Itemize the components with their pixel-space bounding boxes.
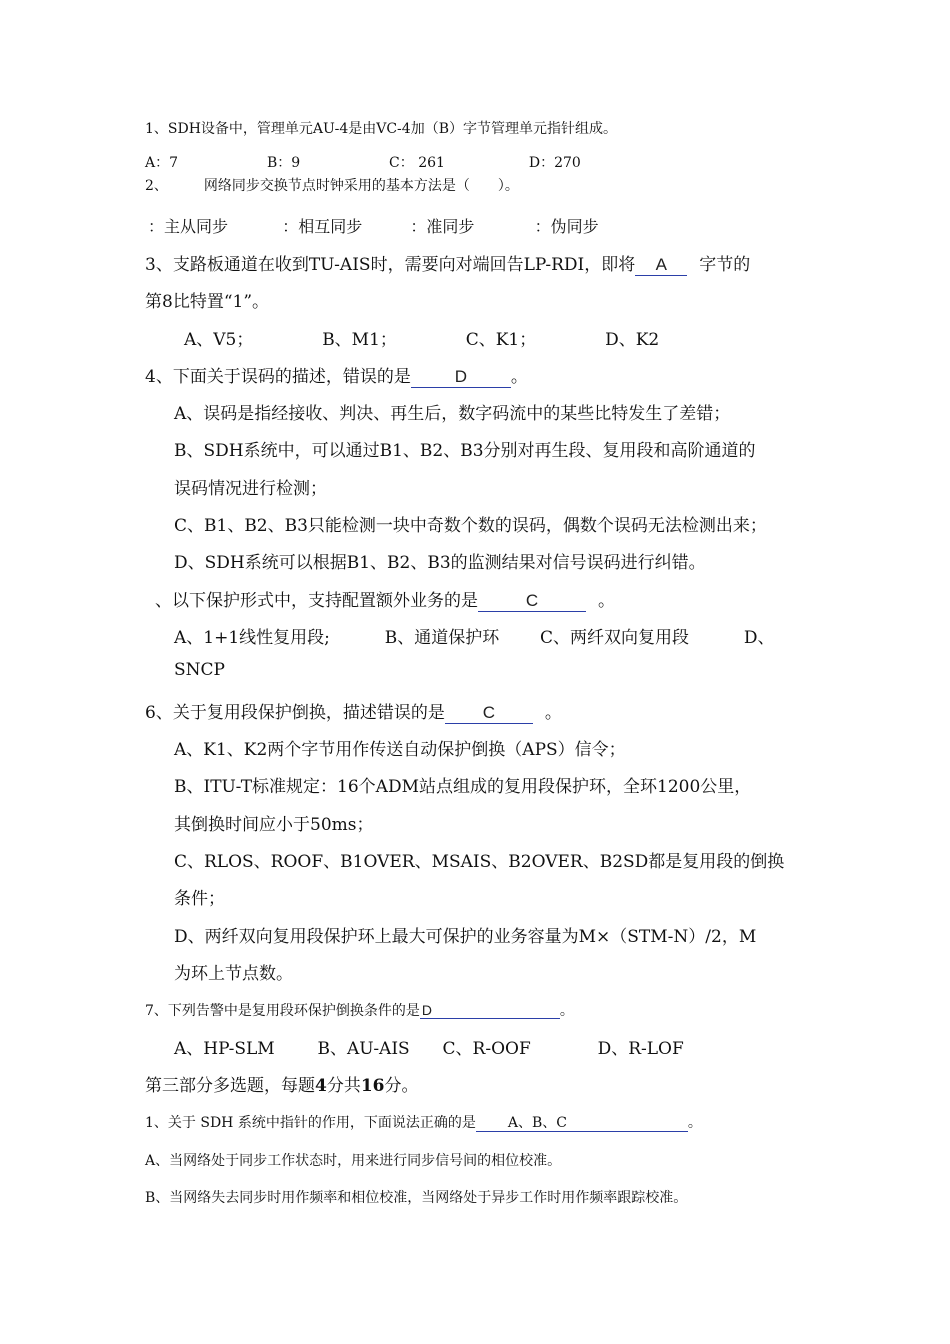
q4-option-c: C、B1、B2、B3只能检测一块中奇数个数的误码，偶数个误码无法检测出来； [174,516,767,536]
q3-stem: 3、支路板通道在收到TU-AIS时，需要向对端回告LP-RDI，即将 [145,255,636,275]
q6-option-b: B、ITU-T标准规定：16个ADM站点组成的复用段保护环，全环1200公里， [174,777,752,797]
section-3-suffix: 分。 [384,1076,419,1096]
m1-stem: 1、关于 SDH 系统中指针的作用，下面说法正确的是 [145,1115,476,1131]
q2-stem: 网络同步交换节点时钟采用的基本方法是（ ）。 [203,178,519,194]
section-3-mid: 分共 [326,1076,361,1096]
m1-stem-end: 。 [687,1115,702,1131]
q3-option-c: C、K1； [465,330,537,350]
q1-option-b: B：9 [266,155,301,171]
q3-option-d: D、K2 [605,330,660,350]
multi-question-1-text [145,1112,702,1132]
q7-answer-blank: D [420,1003,560,1019]
q5-option-d: D、 [743,628,775,648]
question-1-text: 1、SDH设备中，管理单元AU-4是由VC-4加（B）字节管理单元指针组成。 [145,121,617,137]
question-3-text [145,250,750,276]
q7-option-b: B、AU-AIS [317,1039,410,1059]
q1-option-d: D：270 [528,155,581,171]
question-6-text [145,698,562,724]
q4-option-b-cont: 误码情况进行检测； [174,479,327,499]
q7-stem: 7、下列告警中是复用段环保护倒换条件的是 [145,1003,420,1019]
q6-option-d-cont: 为环上节点数。 [174,964,293,984]
q4-option-b: B、SDH系统中，可以通过B1、B2、B3分别对再生段、复用段和高阶通道的 [174,441,756,461]
q6-option-c-cont: 条件； [174,889,225,909]
question-3-options [184,325,659,350]
q1-option-c: C： 261 [389,155,445,171]
q2-option-c: ：准同步 [410,217,475,236]
question-2-text [145,175,519,195]
question-5-text [155,586,615,612]
q2-option-a: ：主从同步 [148,217,229,236]
q5-stem: 、以下保护形式中，支持配置额外业务的是 [155,591,478,611]
m1-option-b: B、当网络失去同步时用作频率和相位校准，当网络处于异步工作时用作频率跟踪校准。 [145,1190,688,1206]
q6-option-c: C、RLOS、ROOF、B1OVER、MSAIS、B2OVER、B2SD都是复用段的倒换 [174,852,785,872]
m1-option-a: A、当网络处于同步工作状态时，用来进行同步信号间的相位校准。 [145,1153,562,1169]
q6-option-d: D、两纤双向复用段保护环上最大可保护的业务容量为M×（STM-N）/2，M [174,927,757,947]
q4-answer-blank: D [411,368,511,388]
q7-option-c: C、R-OOF [442,1039,531,1059]
q3-answer-blank: A [635,256,687,276]
question-7-text [145,1000,574,1020]
section-3-points-each: 4 [315,1076,327,1096]
q2-option-d: ：伪同步 [534,217,599,236]
q6-answer-blank: C [445,704,533,724]
question-5-options [174,623,774,648]
q6-stem: 6、关于复用段保护倒换，描述错误的是 [145,703,445,723]
q3-option-a: A、V5； [184,330,254,350]
q3-stem-end: 字节的 [699,255,751,275]
question-4-text [145,362,528,388]
q2-number: 2、 [145,178,168,194]
section-3-points-total: 16 [360,1076,385,1096]
m1-answer-blank [476,1116,688,1132]
section-3-prefix: 第三部分多选题，每题 [145,1076,315,1096]
q6-stem-end: 。 [544,703,562,723]
question-2-options [148,214,599,237]
q2-option-b: ：相互同步 [282,217,363,236]
q6-option-a: A、K1、K2两个字节用作传送自动保护倒换（APS）信令； [174,740,626,760]
q4-option-d: D、SDH系统可以根据B1、B2、B3的监测结果对信号误码进行纠错。 [174,553,706,573]
question-7-options [174,1034,684,1059]
question-3-line2: 第8比特置“1”。 [145,292,270,312]
q4-stem: 4、下面关于误码的描述，错误的是 [145,367,411,387]
section-3-heading [145,1071,419,1096]
q6-option-b-cont: 其倒换时间应小于50ms； [174,815,374,835]
q5-option-b: B、通道保护环 [384,628,500,648]
q1-option-a: A：7 [145,155,179,171]
q7-option-a: A、HP-SLM [174,1039,275,1059]
q5-option-d-cont: SNCP [174,660,225,680]
q4-option-a: A、误码是指经接收、判决、再生后，数字码流中的某些比特发生了差错； [174,404,731,424]
q3-option-b: B、M1； [322,330,397,350]
q7-option-d: D、R-LOF [597,1039,684,1059]
q5-stem-end: 。 [598,591,615,611]
m1-answer: A、B、C [507,1115,567,1131]
q5-option-a: A、1+1线性复用段; [174,628,330,648]
q7-stem-end: 。 [559,1003,574,1019]
q5-option-c: C、两纤双向复用段 [540,628,690,648]
q4-stem-end: 。 [510,367,528,387]
question-1-options [145,152,581,172]
q5-answer-blank: C [478,592,586,612]
